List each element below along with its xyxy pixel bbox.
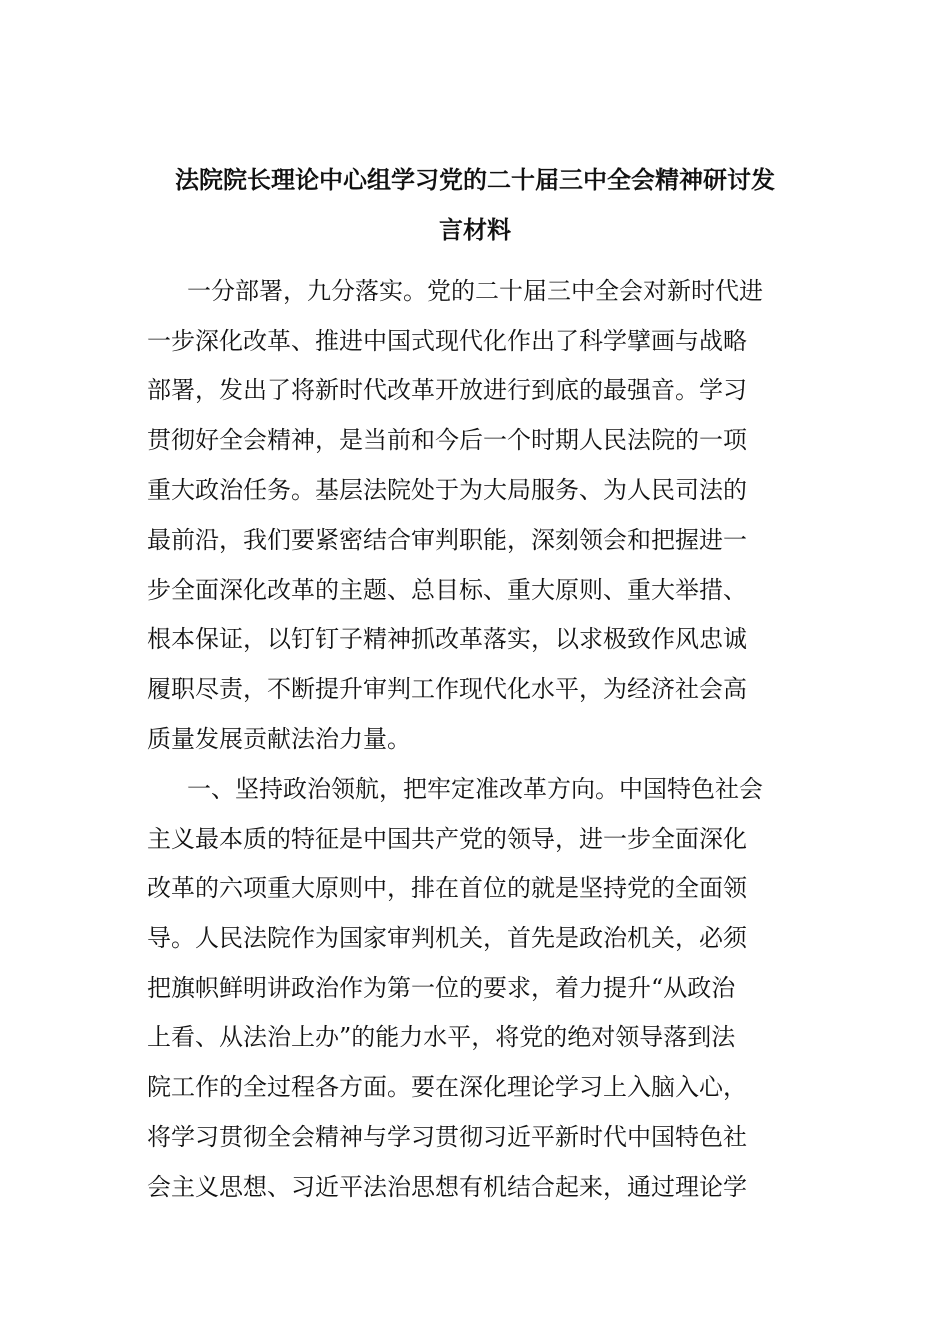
- paragraph-line: 一步深化改革、推进中国式现代化作出了科学擘画与战略: [147, 327, 747, 355]
- paragraph-line: 导。人民法院作为国家审判机关，首先是政治机关，必须: [147, 924, 747, 952]
- paragraph-line: 部署，发出了将新时代改革开放进行到底的最强音。学习: [147, 376, 747, 404]
- paragraph-line: 质量发展贡献法治力量。: [147, 725, 411, 753]
- paragraph-line: 把旗帜鲜明讲政治作为第一位的要求，着力提升“从政治: [147, 974, 736, 1002]
- paragraph-line: 最前沿，我们要紧密结合审判职能，深刻领会和把握进一: [147, 526, 747, 554]
- paragraph-line: 上看、从法治上办”的能力水平，将党的绝对领导落到法: [147, 1023, 736, 1051]
- paragraph-line: 贯彻好全会精神，是当前和今后一个时期人民法院的一项: [147, 426, 747, 454]
- document-title-line-2: 言材料: [439, 215, 511, 244]
- paragraph-line: 一分部署，九分落实。党的二十届三中全会对新时代进: [187, 277, 763, 305]
- paragraph-line: 院工作的全过程各方面。要在深化理论学习上入脑入心，: [147, 1073, 747, 1101]
- paragraph-line: 重大政治任务。基层法院处于为大局服务、为人民司法的: [147, 476, 747, 504]
- paragraph-line: 主义最本质的特征是中国共产党的领导，进一步全面深化: [147, 825, 747, 853]
- paragraph-line: 履职尽责，不断提升审判工作现代化水平，为经济社会高: [147, 675, 747, 703]
- paragraph-line: 会主义思想、习近平法治思想有机结合起来，通过理论学: [147, 1173, 747, 1201]
- paragraph-line: 步全面深化改革的主题、总目标、重大原则、重大举措、: [147, 576, 747, 604]
- paragraph-line: 改革的六项重大原则中，排在首位的就是坚持党的全面领: [147, 874, 747, 902]
- paragraph-line: 一、坚持政治领航，把牢定准改革方向。中国特色社会: [187, 775, 763, 803]
- paragraph-line: 根本保证，以钉钉子精神抓改革落实，以求极致作风忠诚: [147, 625, 747, 653]
- paragraph-line: 将学习贯彻全会精神与学习贯彻习近平新时代中国特色社: [147, 1123, 747, 1151]
- document-title-line-1: 法院院长理论中心组学习党的二十届三中全会精神研讨发: [175, 165, 775, 194]
